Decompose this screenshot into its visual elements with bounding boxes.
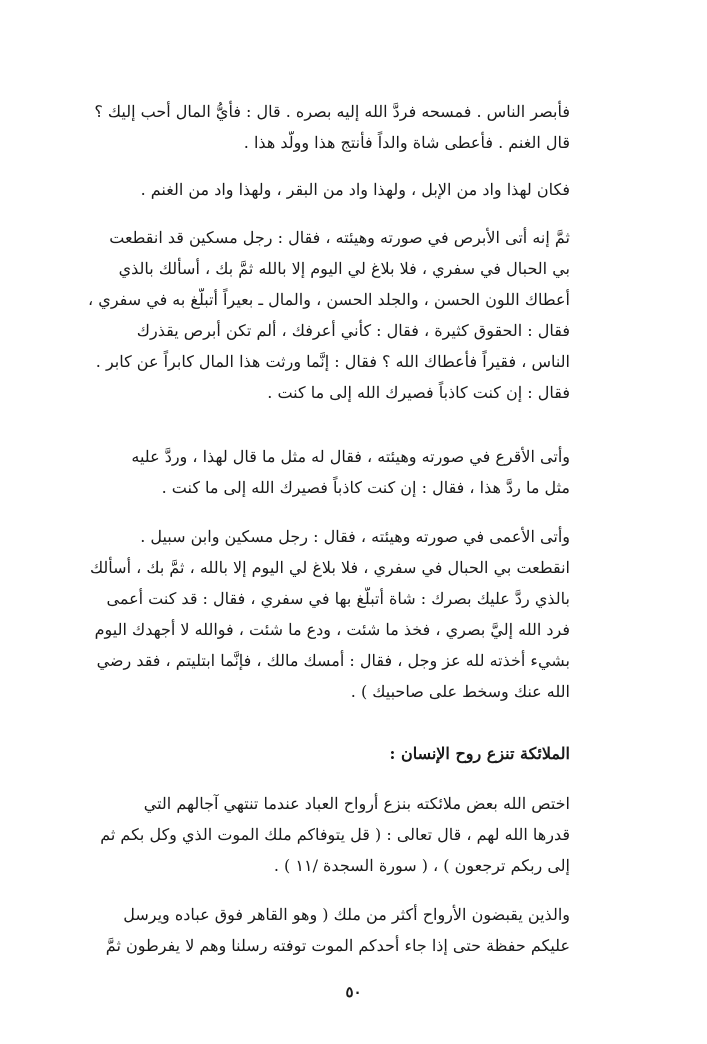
paragraph-leper <box>80 226 570 412</box>
text-line: اختص الله بعض ملائكته بنزع أرواح العباد عندما تنتهي آجالهم التي <box>143 794 570 813</box>
text-line: وأتى الأعمى في صورته وهيئته ، فقال : رجل مسكين وابن سبيل . <box>140 527 570 546</box>
text-line: الناس ، فقيراً فأعطاك الله ؟ فقال : إنَّما ورثت هذا المال كابراً عن كابر . <box>95 352 570 371</box>
text-line: الله عنك وسخط على صاحبيك ) . <box>350 682 570 701</box>
page-number: ٥٠ <box>345 983 362 1001</box>
text-line: إلى ربكم ترجعون ) ، ( سورة السجدة /١١ ) . <box>273 856 570 875</box>
text-line: عليكم حفظة حتى إذا جاء أحدكم الموت توفته رسلنا وهم لا يفرطون ثمَّ <box>105 936 570 955</box>
text-line: قال الغنم . فأعطى شاة والداً فأنتج هذا وولَّد هذا . <box>243 133 570 152</box>
text-line: والذين يقبضون الأرواح أكثر من ملك ( وهو القاهر فوق عباده ويرسل <box>123 905 570 924</box>
paragraph-bald <box>80 445 570 507</box>
text-line: أعطاك اللون الحسن ، والجلد الحسن ، والمال ـ بعيراً أتبلَّغ به في سفري ، <box>88 290 570 309</box>
text-line: ثمَّ إنه أتى الأبرص في صورته وهيئته ، فقال : رجل مسكين قد انقطعت <box>109 228 570 247</box>
text-line: انقطعت بي الحبال في سفري ، فلا بلاغ لي اليوم إلا بالله ، ثمَّ بك ، أسألك <box>89 558 570 577</box>
section-heading-block <box>80 742 570 773</box>
text-line: بي الحبال في سفري ، فلا بلاغ لي اليوم إلا بالله ثمَّ بك ، أسألك بالذي <box>118 259 570 278</box>
text-line: قدرها الله لهم ، قال تعالى : ( قل يتوفاكم ملك الموت الذي وكل بكم ثم <box>100 825 570 844</box>
paragraph-soul-takers <box>80 903 570 965</box>
paragraph-angels <box>80 792 570 885</box>
text-line: فكان لهذا واد من الإبل ، ولهذا واد من البقر ، ولهذا واد من الغنم . <box>140 180 570 199</box>
text-line: وأتى الأقرع في صورته وهيئته ، فقال له مثل ما قال لهذا ، وردَّ عليه <box>131 447 570 466</box>
text-line: بالذي ردَّ عليك بصرك : شاة أتبلَّغ بها في سفري ، فقال : قد كنت أعمى <box>106 589 570 608</box>
text-line: مثل ما ردَّ هذا ، فقال : إن كنت كاذباً فصيرك الله إلى ما كنت . <box>161 478 570 497</box>
text-line: فأبصر الناس . فمسحه فردَّ الله إليه بصره . قال : فأيُّ المال أحب إليك ؟ <box>94 102 570 121</box>
section-heading: الملائكة تنزع روح الإنسان : <box>389 744 570 763</box>
text-line: فقال : الحقوق كثيرة ، فقال : كأني أعرفك ، ألم تكن أبرص يقذرك <box>136 321 570 340</box>
text-line: فقال : إن كنت كاذباً فصيرك الله إلى ما كنت . <box>267 383 570 402</box>
text-line: فرد الله إليَّ بصري ، فخذ ما شئت ، ودع ما شئت ، فوالله لا أجهدك اليوم <box>94 620 570 639</box>
paragraph-blind <box>80 525 570 711</box>
paragraph-sight-restored <box>80 100 570 162</box>
paragraph-valleys <box>80 178 570 209</box>
text-line: بشيء أخذته لله عز وجل ، فقال : أمسك مالك ، فإنَّما ابتليتم ، فقد رضي <box>96 651 570 670</box>
